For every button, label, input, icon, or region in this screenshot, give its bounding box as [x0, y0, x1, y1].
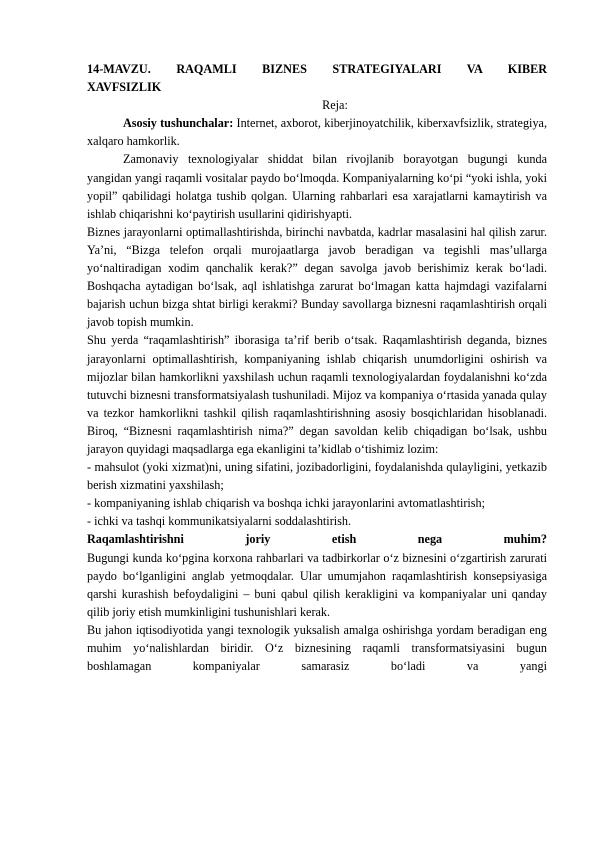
key-concepts-label: Asosiy tushunchalar:: [123, 116, 234, 131]
paragraph-1: Zamonaviy texnologiyalar shiddat bilan rivojlanib borayotgan bugungi kunda yangidan yangi raqamli vositalar paydo bo‘lmoqda. Kompaniyalarning ko‘pi “yoki ishla, yoki yopil” qabilidagi holatga tushib qolgan. Ularning rahbarlari esa xarajatlarni kamaytirish va ishlab chiqarishni ko‘paytirish usullarini qidirishyapti.: [87, 152, 547, 221]
paragraph-3: Shu yerda “raqamlashtirish” iborasiga ta’rif berib o‘tsak. Raqamlashtirish deganda, biznes jarayonlarni optimallashtirish, kompaniyaning ishlab chiqarish unumdorligini oshirish va mijozlar bilan hamkorlikni yaxshilash uchun raqamli texnologiyalardan foydalanishni ko‘zda tutuvchi biznesni transformatsiyalash tushuniladi. Mijoz va kompaniya o‘rtasida yanada qulay va tezkor hamkorlikni tashkil qilish raqamlashtirishning asosiy bosqichlaridan hisoblanadi. Biroq, “Biznesni raqamlashtirish nima?” degan savoldan kelib chiqadigan bo‘lsak, ushbu jarayon quyidagi maqsadlarga ega ekanligini ta’kidlab o‘tishimiz lozim:: [87, 333, 547, 456]
page-title: [87, 60, 547, 96]
key-concepts: [87, 114, 547, 150]
document-body: [87, 60, 547, 675]
paragraph-4: Bugungi kunda ko‘pgina korxona rahbarlari va tadbirkorlar o‘z biznesini o‘zgartirish zarurati paydo bo‘lganligini anglab yetmoqdalar. Ular umumjahon raqamlashtirish konsepsiyasiga qarshi kurashish befoydaligini – buni qabul qilish kerakligini va kompaniyalar uni qanday qilib joriy etish mumkinligini tushunishlari kerak.: [87, 550, 547, 619]
title-line-2: XAVFSIZLIK: [87, 80, 162, 95]
plan-label: Reja:: [322, 98, 348, 113]
list-item-3: - ichki va tashqi kommunikatsiyalarni soddalashtirish.: [87, 514, 352, 529]
list-item-2: - kompaniyaning ishlab chiqarish va boshqa ichki jarayonlarini avtomatlashtirish;: [87, 496, 486, 511]
section-heading: Raqamlashtirishni joriy etish nega muhim?: [87, 532, 547, 547]
list-item-1: - mahsulot (yoki xizmat)ni, uning sifatini, jozibadorligini, foydalanishda qulayligini, yetkazib berish xizmatini yaxshilash;: [87, 460, 547, 493]
paragraph-2: Biznes jarayonlarni optimallashtirishda, birinchi navbatda, kadrlar masalasini hal qilish zarur. Ya’ni, “Bizga telefon orqali murojaatlarga javob beradigan va tegishli mas’ullarga yo‘naltiradigan xodim qanchalik kerak?” degan savolga javob berishimiz kerak bo‘ladi. Boshqacha aytadigan bo‘lsak, aql ishlatishga zarurat bo‘lmagan katta hajmdagi vazifalarni bajarish uchun bizga shtat birligi kerakmi? Bunday savollarga biznesni raqamlashtirish orqali javob topish mumkin.: [87, 224, 547, 330]
title-line-1: 14-MAVZU. RAQAMLI BIZNES STRATEGIYALARI VA KIBER: [87, 62, 547, 76]
key-concepts-text: Internet, axborot, kiberjinoyatchilik, kiberxavfsizlik, strategiya, xalqaro hamkorlik.: [87, 116, 547, 149]
paragraph-5: Bu jahon iqtisodiyotida yangi texnologik yuksalish amalga oshirishga yordam beradigan eng muhim yo‘nalishlardan biridir. O‘z biznesining raqamli transformatsiyasini bugun boshlamagan kompaniyalar samarasiz bo‘ladi va yangi: [87, 622, 547, 674]
